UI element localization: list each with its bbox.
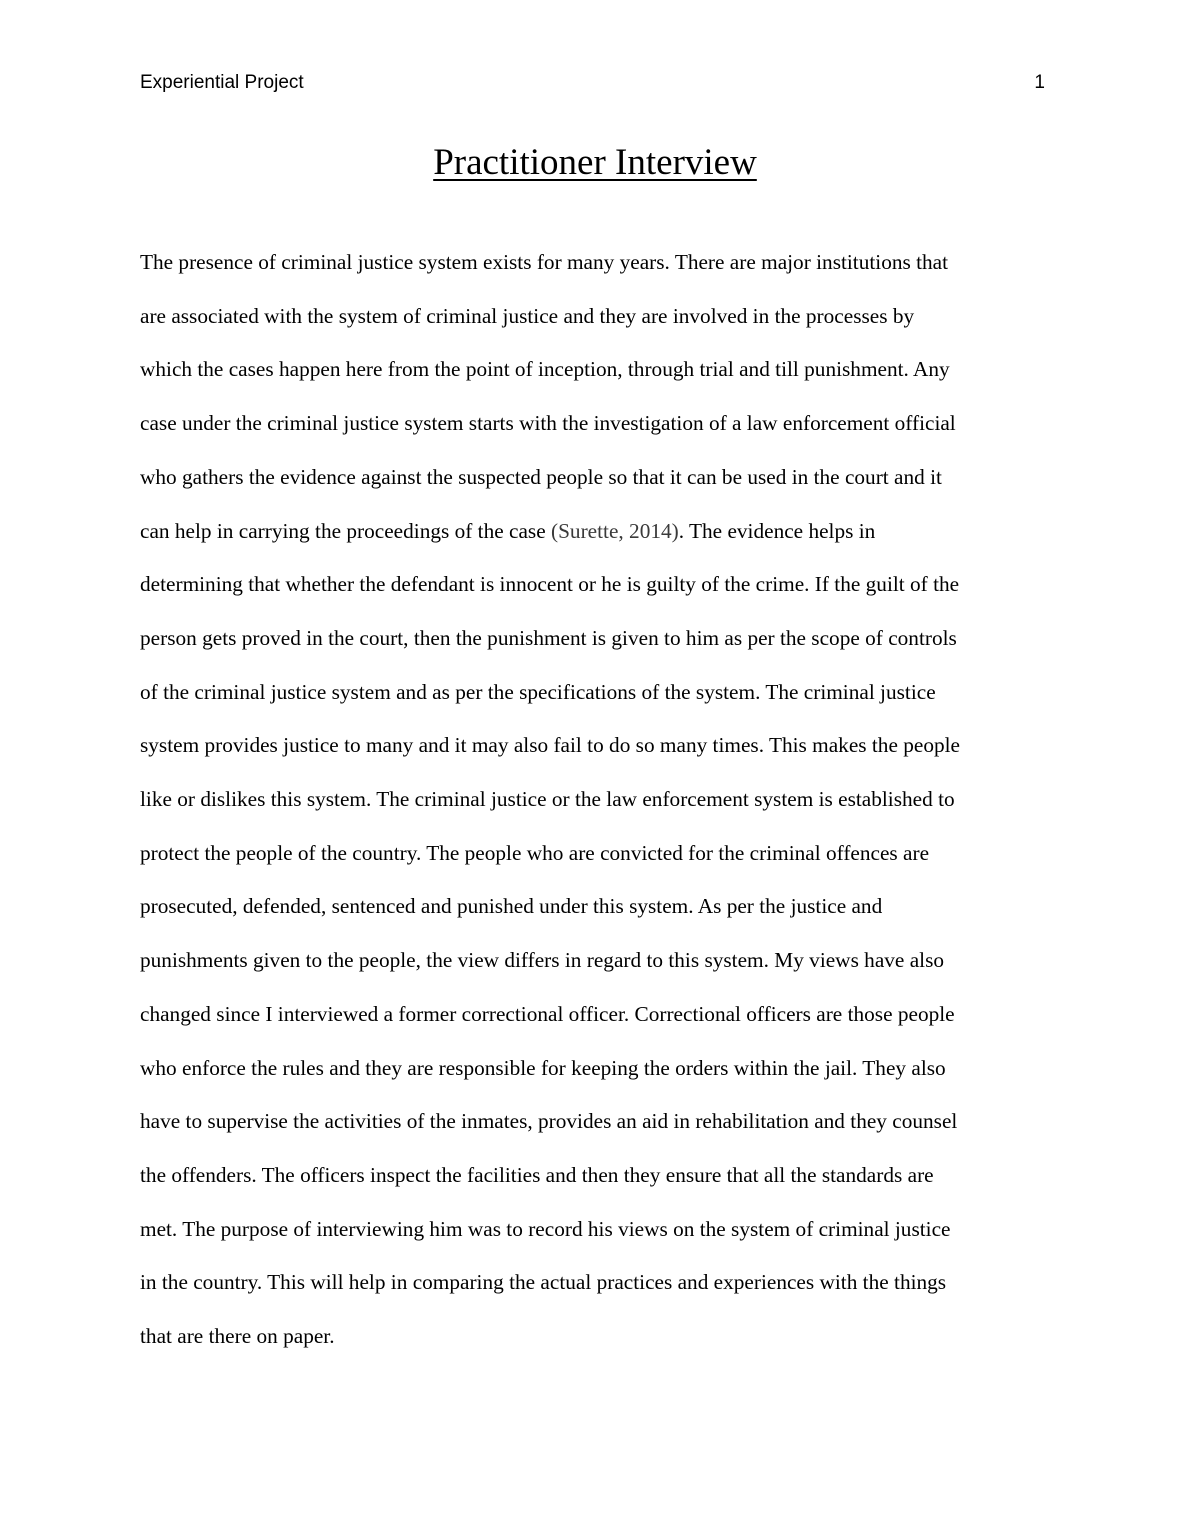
paragraph-line: that are there on paper.: [140, 1324, 335, 1349]
paragraph-line: of the criminal justice system and as per the specifications of the system. The criminal justice: [140, 679, 936, 704]
paragraph-line: who enforce the rules and they are responsible for keeping the orders within the jail. They also: [140, 1055, 946, 1080]
line-text-before-citation: can help in carrying the proceedings of the case: [140, 518, 551, 543]
paragraph-line: protect the people of the country. The people who are convicted for the criminal offences are: [140, 840, 930, 865]
paragraph-line: The presence of criminal justice system exists for many years. There are major institutions that: [140, 250, 949, 274]
paragraph-line: have to supervise the activities of the inmates, provides an aid in rehabilitation and they counsel: [140, 1109, 958, 1134]
paragraph-line: like or dislikes this system. The criminal justice or the law enforcement system is established to: [140, 787, 955, 812]
paragraph-line: are associated with the system of criminal justice and they are involved in the processes by: [140, 303, 915, 328]
paragraph-line: which the cases happen here from the point of inception, through trial and till punishment. Any: [140, 357, 950, 382]
document-title-text: Practitioner Interview: [433, 142, 757, 183]
running-header: Experiential Project: [140, 72, 304, 93]
paragraph-line: the offenders. The officers inspect the facilities and then they ensure that all the standards are: [140, 1162, 934, 1187]
document-title: [0, 140, 1190, 186]
body-paragraph: [140, 236, 1050, 1364]
paragraph-line: changed since I interviewed a former correctional officer. Correctional officers are those people: [140, 1001, 955, 1026]
line-text-after-citation: . The evidence helps in: [678, 518, 876, 543]
paragraph-line: punishments given to the people, the view differs in regard to this system. My views have also: [140, 948, 945, 973]
paragraph-line: in the country. This will help in comparing the actual practices and experiences with the things: [140, 1270, 947, 1295]
paragraph-line: person gets proved in the court, then the punishment is given to him as per the scope of controls: [140, 625, 957, 650]
paragraph-line-with-citation: [140, 505, 1050, 559]
paragraph-line: who gathers the evidence against the suspected people so that it can be used in the court and it: [140, 464, 942, 489]
paragraph-line: prosecuted, defended, sentenced and punished under this system. As per the justice and: [140, 894, 883, 919]
paragraph-line: system provides justice to many and it may also fail to do so many times. This makes the people: [140, 733, 960, 758]
paragraph-line: determining that whether the defendant is innocent or he is guilty of the crime. If the guilt of the: [140, 572, 960, 597]
paragraph-line: case under the criminal justice system starts with the investigation of a law enforcement official: [140, 411, 956, 436]
citation: (Surette, 2014): [550, 518, 679, 543]
paragraph-line: met. The purpose of interviewing him was to record his views on the system of criminal justice: [140, 1216, 951, 1241]
page-number: 1: [1034, 72, 1045, 93]
